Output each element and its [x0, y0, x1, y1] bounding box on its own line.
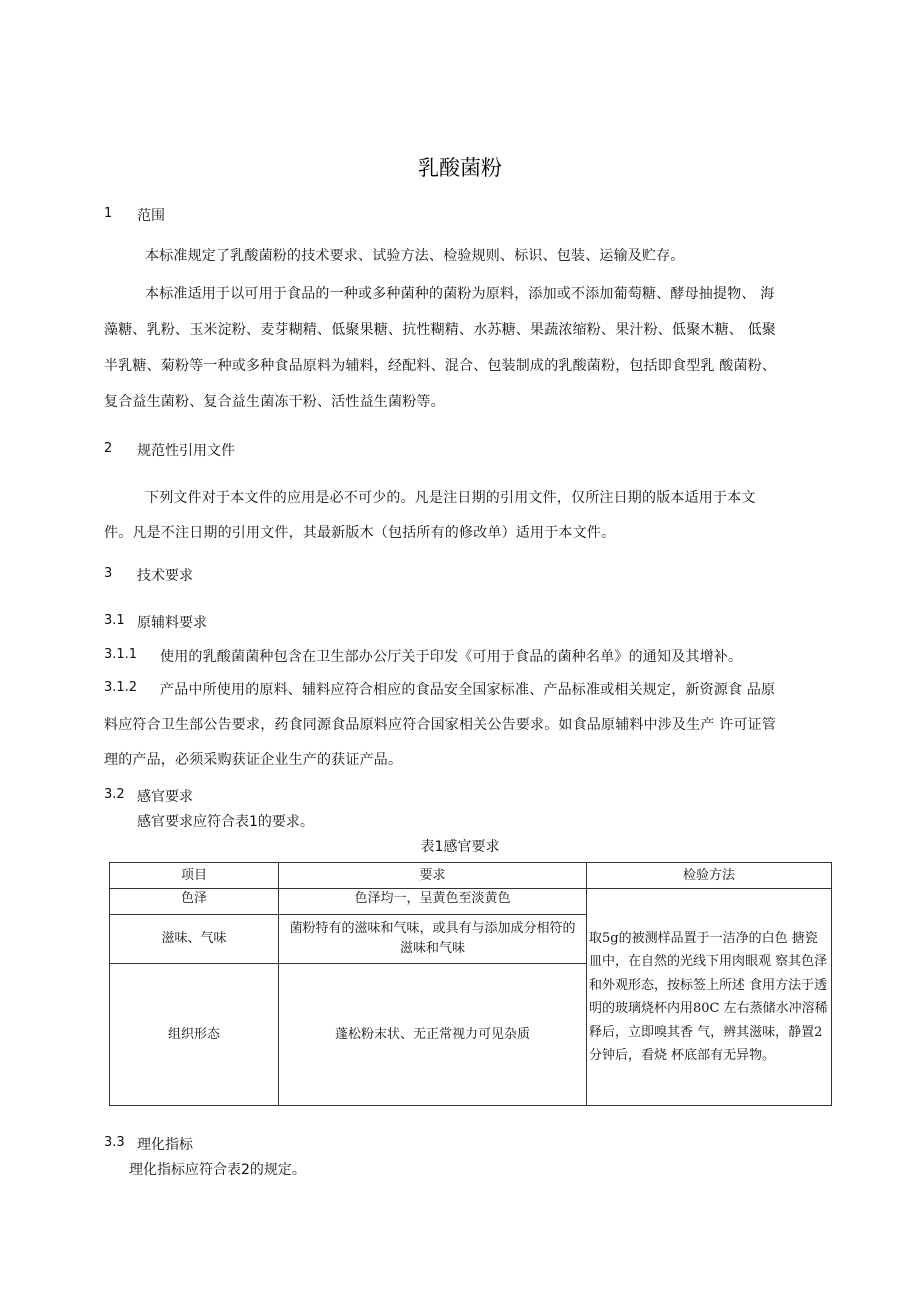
table-cell-item: 色泽 — [110, 889, 279, 915]
section-3-2-number: 3.2 — [104, 787, 125, 802]
table-cell-requirement: 色泽均一，呈黄色至淡黄色 — [279, 889, 587, 915]
section-3-2-title: 感官要求 — [137, 789, 193, 805]
table-header-requirement: 要求 — [279, 863, 587, 889]
section-1-title: 范围 — [137, 208, 165, 224]
table-cell-item: 滋味、气味 — [110, 915, 279, 964]
section-1-number: 1 — [104, 206, 113, 221]
section-1-para-2-line-1: 本标准适用于以可用于食品的一种或多种菌种的菌粉为原料，添加或不添加葡萄糖、酵母抽提物、 海 — [145, 286, 775, 302]
section-3-1-title: 原辅料要求 — [137, 615, 207, 631]
section-3-3-text: 理化指标应符合表2的规定。 — [129, 1162, 306, 1178]
table-header-method: 检验方法 — [587, 863, 832, 889]
table-header-item: 项目 — [110, 863, 279, 889]
section-3-title: 技术要求 — [137, 568, 193, 584]
section-3-3-title: 理化指标 — [137, 1137, 193, 1153]
table-cell-item: 组织形态 — [110, 964, 279, 1106]
section-2-para-line-1: 下列文件对于本文件的应用是必不可少的。凡是注日期的引用文件，仅所注日期的版本适用于本文 — [145, 490, 756, 506]
table-header-row — [110, 863, 832, 889]
section-3-number: 3 — [104, 566, 113, 581]
section-3-1-2-line-3: 理的产品，必须采购获证企业生产的获证产品。 — [104, 752, 403, 768]
table-cell-method: 取5g的被测样品置于一洁净的白色 搪瓷皿中，在自然的光线下用肉眼观 察其色泽和外观形态，按标签上所述 食用方法于透明的玻璃烧杯内用80C 左右蒸储水冲溶稀释后，立即嗅其香 气，辨其滋味，静置2分钟后，看烧 杯底部有无异物。 — [587, 889, 832, 1106]
section-1-para-2-line-4: 复合益生菌粉、复合益生菌冻干粉、活性益生菌粉等。 — [104, 394, 445, 410]
section-1-para-1: 本标准规定了乳酸菌粉的技术要求、试验方法、检验规则、标识、包装、运输及贮存。 — [145, 248, 685, 264]
document-title: 乳酸菌粉 — [418, 156, 502, 180]
section-3-1-number: 3.1 — [104, 613, 125, 628]
table-1-caption: 表1感官要求 — [420, 839, 500, 855]
section-3-3-number: 3.3 — [104, 1135, 125, 1150]
section-3-1-2-line-2: 料应符合卫生部公告要求，药食同源食品原料应符合国家相关公告要求。如食品原辅料中涉及生产 许可证管 — [104, 717, 777, 733]
section-1-para-2-line-3: 半乳糖、菊粉等一种或多种食品原料为辅料，经配料、混合、包装制成的乳酸菌粉，包括即食型乳 酸菌粉、 — [104, 358, 777, 374]
sensory-requirements-table — [109, 862, 832, 1106]
section-3-1-1-text: 使用的乳酸菌菌种包含在卫生部办公厅关于印发《可用于食品的菌种名单》的通知及其增补。 — [160, 649, 743, 665]
section-3-1-2-number: 3.1.2 — [104, 680, 138, 695]
table-row — [110, 889, 832, 915]
section-2-title: 规范性引用文件 — [137, 443, 235, 459]
section-3-1-2-line-1: 产品中所使用的原料、辅料应符合相应的食品安全国家标准、产品标准或相关规定，新资源食 品原 — [160, 682, 776, 698]
section-1-para-2-line-2: 藻糖、乳粉、玉米淀粉、麦芽糊精、低聚果糖、抗性糊精、水苏糖、果蔬浓缩粉、果汁粉、低聚木糖、 低聚 — [104, 322, 777, 338]
section-2-para-line-2: 件。凡是不注日期的引用文件，其最新版木（包括所有的修改单）适用于本文件。 — [104, 525, 616, 541]
table-cell-requirement: 蓬松粉末状、无正常视力可见杂质 — [279, 964, 587, 1106]
table-cell-requirement: 菌粉特有的滋味和气味，或具有与添加成分相符的滋味和气味 — [279, 915, 587, 964]
section-2-number: 2 — [104, 441, 113, 456]
section-3-2-text: 感官要求应符合表1的要求。 — [137, 814, 314, 830]
section-3-1-1-number: 3.1.1 — [104, 647, 138, 662]
